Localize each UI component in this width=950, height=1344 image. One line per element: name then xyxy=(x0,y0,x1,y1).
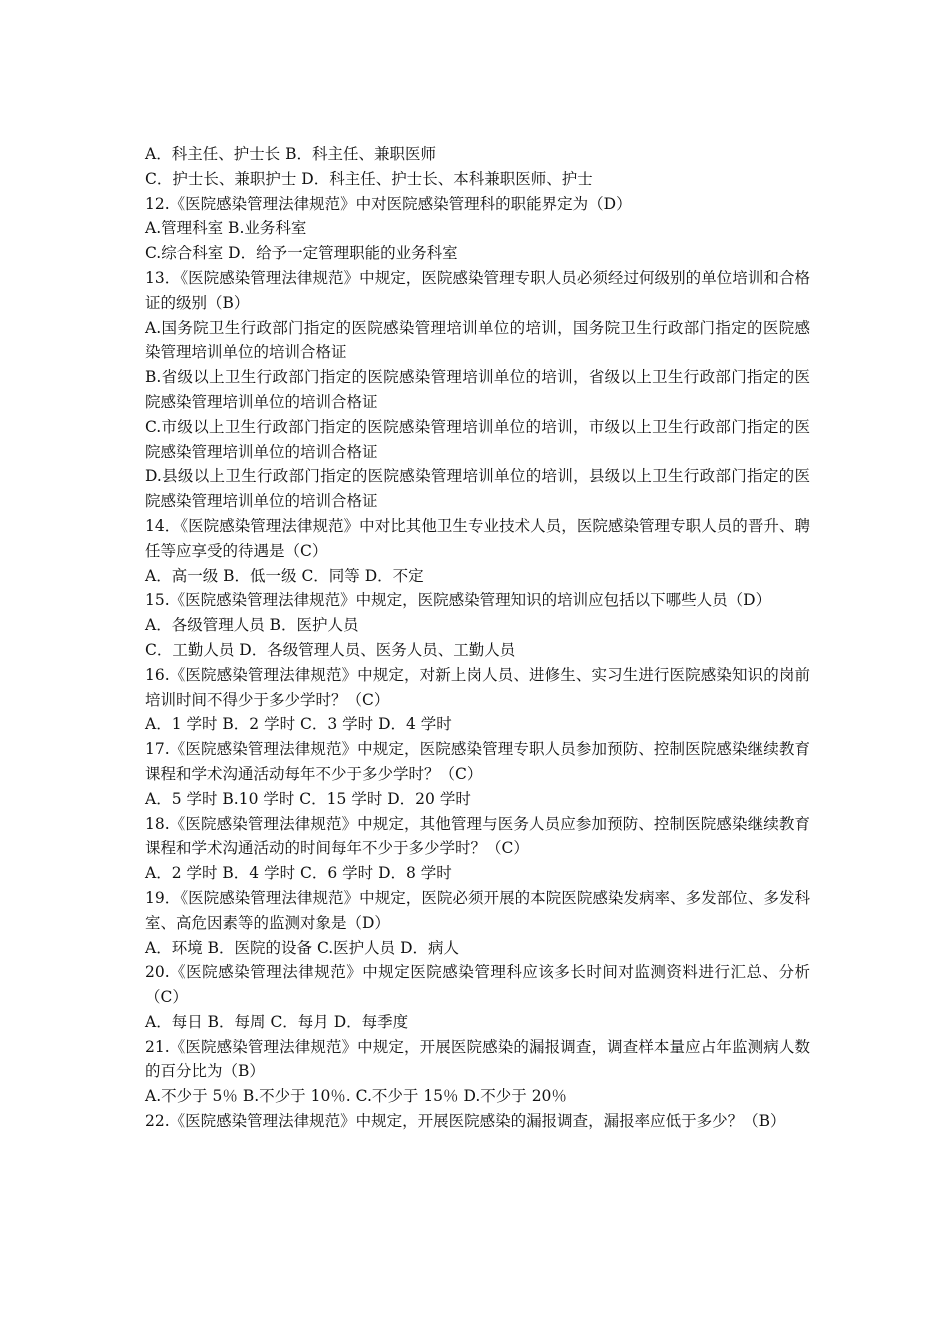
document-page xyxy=(145,142,810,1134)
question-15: 15.《医院感染管理法律规范》中规定，医院感染管理知识的培训应包括以下哪些人员（D） xyxy=(145,591,772,610)
paragraph: A.国务院卫生行政部门指定的医院感染管理培训单位的培训，国务院卫生行政部门指定的医院感染管理培训单位的培训合格证 xyxy=(145,318,810,362)
paragraph: C.综合科室 D．给予一定管理职能的业务科室 xyxy=(145,244,458,263)
paragraph: A．高一级 B．低一级 C．同等 D．不定 xyxy=(145,566,424,585)
paragraph: A．科主任、护士长 B．科主任、兼职医师 xyxy=(145,145,437,163)
question-20: 20.《医院感染管理法律规范》中规定医院感染管理科应该多长时间对监测资料进行汇总、分析（C） xyxy=(145,963,810,1007)
paragraph: A．各级管理人员 B．医护人员 xyxy=(145,616,359,635)
paragraph: A.管理科室 B.业务科室 xyxy=(145,219,307,238)
paragraph: B.省级以上卫生行政部门指定的医院感染管理培训单位的培训，省级以上卫生行政部门指定的医院感染管理培训单位的培训合格证 xyxy=(145,368,810,411)
paragraph: D.县级以上卫生行政部门指定的医院感染管理培训单位的培训，县级以上卫生行政部门指定的医院感染管理培训单位的培训合格证 xyxy=(145,467,810,511)
question-12: 12.《医院感染管理法律规范》中对医院感染管理科的职能界定为（D） xyxy=(145,194,632,213)
question-17: 17.《医院感染管理法律规范》中规定，医院感染管理专职人员参加预防、控制医院感染继续教育课程和学术沟通活动每年不少于多少学时？（C） xyxy=(145,740,810,783)
paragraph: A．2 学时 B．4 学时 C．6 学时 D．8 学时 xyxy=(145,864,452,883)
paragraph: C．护士长、兼职护士 D．科主任、护士长、本科兼职医师、护士 xyxy=(145,169,593,188)
question-13: 13．《医院感染管理法律规范》中规定，医院感染管理专职人员必须经过何级别的单位培训和合格证的级别（B） xyxy=(145,268,810,312)
paragraph: C.市级以上卫生行政部门指定的医院感染管理培训单位的培训，市级以上卫生行政部门指定的医院感染管理培训单位的培训合格证 xyxy=(145,417,810,461)
paragraph: A．5 学时 B.10 学时 C．15 学时 D．20 学时 xyxy=(145,789,471,808)
paragraph: A.不少于 5％ B.不少于 10％. C.不少于 15％ D.不少于 20％ xyxy=(145,1087,567,1106)
paragraph: C．工勤人员 D．各级管理人员、医务人员、工勤人员 xyxy=(145,640,516,659)
paragraph: A．每日 B．每周 C．每月 D．每季度 xyxy=(145,1012,409,1031)
question-16: 16.《医院感染管理法律规范》中规定，对新上岗人员、进修生、实习生进行医院感染知识的岗前培训时间不得少于多少学时？（C） xyxy=(145,665,810,709)
question-21: 21.《医院感染管理法律规范》中规定，开展医院感染的漏报调查，调查样本量应占年监测病人数的百分比为（B） xyxy=(145,1037,810,1081)
question-22: 22.《医院感染管理法律规范》中规定，开展医院感染的漏报调查，漏报率应低于多少？（B） xyxy=(145,1112,786,1131)
paragraph: A．1 学时 B．2 学时 C．3 学时 D．4 学时 xyxy=(145,715,452,734)
question-18: 18.《医院感染管理法律规范》中规定，其他管理与医务人员应参加预防、控制医院感染继续教育课程和学术沟通活动的时间每年不少于多少学时？（C） xyxy=(145,814,810,858)
question-19: 19．《医院感染管理法律规范》中规定，医院必须开展的本院医院感染发病率、多发部位、多发科室、高危因素等的监测对象是（D） xyxy=(145,888,810,932)
paragraph: A．环境 B．医院的设备 C.医护人员 D．病人 xyxy=(145,938,460,957)
question-14: 14．《医院感染管理法律规范》中对比其他卫生专业技术人员，医院感染管理专职人员的晋升、聘任等应享受的待遇是（C） xyxy=(145,516,810,560)
